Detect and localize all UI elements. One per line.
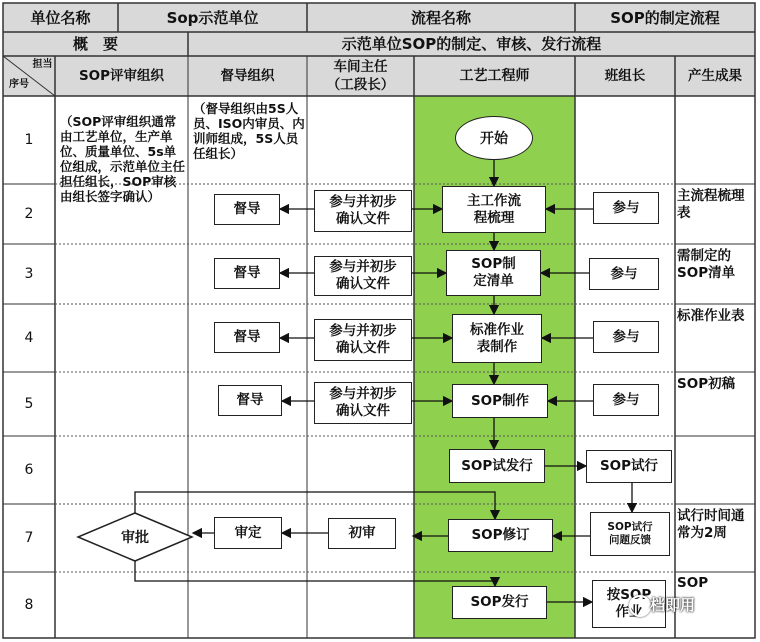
watermark-logo-icon bbox=[629, 595, 651, 617]
sop-trial-box: SOP试行 bbox=[586, 450, 672, 483]
supervision-note: （督导组织由5S人员、ISO内审员、内训师组成，5S人员任组长） bbox=[193, 101, 305, 161]
sop-issue-box: SOP发行 bbox=[452, 586, 547, 619]
sop-make-box: SOP制作 bbox=[452, 384, 548, 418]
row-number: 5 bbox=[24, 396, 34, 412]
row-number: 3 bbox=[24, 266, 34, 282]
col-header-workshop-director: 车间主任 （工段长） bbox=[326, 59, 395, 93]
row-number: 6 bbox=[24, 462, 34, 478]
result-trial-period: 试行时间通常为2周 bbox=[677, 508, 745, 541]
result-sop: SOP bbox=[677, 575, 709, 591]
supervise-box: 督导 bbox=[218, 385, 282, 416]
first-review-box: 初审 bbox=[328, 518, 396, 549]
row-number: 8 bbox=[24, 597, 34, 613]
process-name-value: SOP的制定流程 bbox=[610, 8, 720, 27]
watermark-text: 档即用 bbox=[650, 596, 696, 614]
process-name-label: 流程名称 bbox=[410, 8, 471, 27]
participate-box: 参与 bbox=[593, 321, 659, 353]
col-header-sop-review: SOP评审组织 bbox=[78, 68, 165, 84]
approve-label: 审批 bbox=[121, 530, 149, 546]
col-header-results: 产生成果 bbox=[688, 68, 742, 84]
follow-sop-box: 按SOP 作业 bbox=[592, 580, 666, 628]
standard-table-box: 标准作业 表制作 bbox=[452, 314, 542, 363]
sop-trial-issue-box: SOP试发行 bbox=[449, 449, 545, 483]
participate-confirm-box: 参与并初步 确认文件 bbox=[314, 382, 412, 424]
sop-revise-box: SOP修订 bbox=[448, 519, 553, 552]
result-sop-draft: SOP初稿 bbox=[677, 376, 736, 392]
participate-box: 参与 bbox=[593, 384, 659, 416]
supervise-box: 督导 bbox=[214, 258, 280, 289]
row-number: 2 bbox=[24, 206, 34, 222]
col-header-team-leader: 班组长 bbox=[604, 68, 646, 84]
row-number: 1 bbox=[24, 132, 34, 148]
overview-value: 示范单位SOP的制定、审核、发行流程 bbox=[341, 35, 602, 53]
result-sop-list: 需制定的SOP清单 bbox=[677, 248, 736, 281]
supervise-box: 督导 bbox=[214, 322, 280, 353]
trial-feedback-box: SOP试行 问题反馈 bbox=[590, 512, 670, 556]
main-flow-box: 主工作流 程梳理 bbox=[442, 186, 546, 233]
sop-list-box: SOP制 定清单 bbox=[446, 250, 541, 296]
participate-confirm-box: 参与并初步 确认文件 bbox=[314, 190, 412, 232]
corner-label-seq: 序号 bbox=[9, 79, 29, 90]
participate-confirm-box: 参与并初步 确认文件 bbox=[314, 319, 412, 361]
unit-name-label: 单位名称 bbox=[30, 8, 91, 27]
sop-review-note: （SOP评审组织通常由工艺单位，生产单位、质量单位、5s单位组成，示范单位主任担任组长，SOP审核由组长签字确认） bbox=[60, 114, 186, 204]
row-number: 7 bbox=[24, 530, 34, 546]
final-review-box: 审定 bbox=[214, 517, 282, 549]
overview-label: 概 要 bbox=[72, 35, 118, 53]
result-main-flow-table: 主流程梳理表 bbox=[677, 188, 745, 221]
col-header-process-engineer: 工艺工程师 bbox=[459, 68, 530, 84]
unit-name-value: Sop示范单位 bbox=[166, 8, 259, 27]
start-node: 开始 bbox=[455, 116, 533, 160]
corner-label-owner: 担当 bbox=[32, 59, 53, 70]
participate-confirm-box: 参与并初步 确认文件 bbox=[314, 256, 412, 296]
supervise-box: 督导 bbox=[214, 194, 280, 225]
result-standard-table: 标准作业表 bbox=[677, 308, 745, 324]
participate-box: 参与 bbox=[593, 192, 659, 224]
participate-box: 参与 bbox=[589, 258, 659, 290]
row-number: 4 bbox=[24, 330, 34, 346]
col-header-supervision: 督导组织 bbox=[220, 68, 275, 84]
